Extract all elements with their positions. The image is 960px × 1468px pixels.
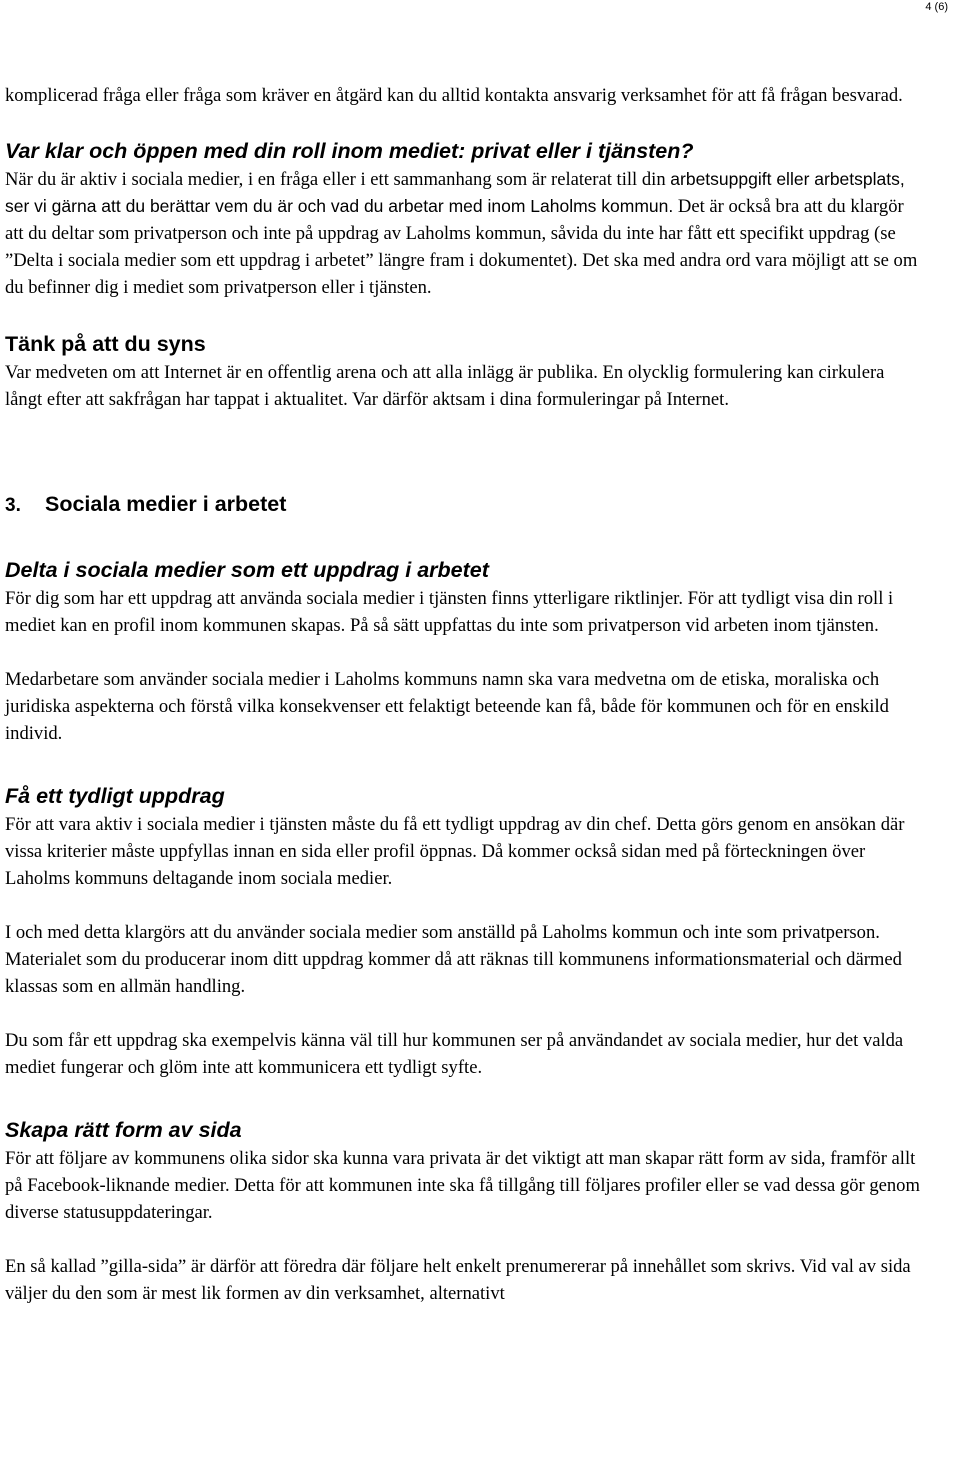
document-body xyxy=(5,82,925,1307)
paragraph-intro: komplicerad fråga eller fråga som kräver en åtgärd kan du alltid kontakta ansvarig verksamhet för att få frågan besvarad. xyxy=(5,85,903,106)
heading-skapa: Skapa rätt form av sida xyxy=(5,1118,242,1142)
paragraph-var-klar-part-c: Det är också bra att du klargör att du deltar som privatperson och inte på uppdrag av Laholms kommun, såvida du inte har fått ett specifikt uppdrag (se ”Delta i sociala medier som ett uppdrag i arbetet” längre fram i dokumentet). Det ska med andra ord vara möjligt att se om du befinner dig i mediet som privatperson eller i tjänsten. xyxy=(5,196,918,298)
spacer xyxy=(5,109,925,136)
paragraph-delta-2: Medarbetare som använder sociala medier i Laholms kommuns namn ska vara medvetna om de etiska, moraliska och juridiska aspekterna och förstå vilka konsekvenser ett felaktigt beteende kan få, både för kommunen och för en enskild individ. xyxy=(5,669,889,744)
section-title: Sociala medier i arbetet xyxy=(45,492,287,516)
paragraph-var-klar-part-b: arbetsuppgift eller arbetsplats, ser vi gärna att du berättar vem du är och vad du arbetar med inom Laholms kommun. xyxy=(5,169,905,216)
paragraph-skapa-2: En så kallad ”gilla-sida” är därför att föredra där följare helt enkelt prenumererar på innehållet som skrivs. Vid val av sida väljer du den som är mest lik formen av din verksamhet, alternativt xyxy=(5,1256,911,1304)
paragraph-var-klar xyxy=(5,166,925,301)
paragraph-fa-3: Du som får ett uppdrag ska exempelvis känna väl till hur kommunen ser på användandet av sociala medier, hur det valda mediet fungerar och glöm inte att kommunicera ett tydligt syfte. xyxy=(5,1030,904,1078)
spacer xyxy=(5,1000,925,1027)
spacer xyxy=(5,1081,925,1115)
paragraph-var-klar-part-a: När du är aktiv i sociala medier, i en fråga eller i ett sammanhang som är relaterat till din xyxy=(5,169,671,190)
section-heading xyxy=(5,489,925,521)
heading-fa: Få ett tydligt uppdrag xyxy=(5,784,225,808)
section-number: 3. xyxy=(5,495,21,516)
paragraph-tank: Var medveten om att Internet är en offentlig arena och att alla inlägg är publika. En olycklig formulering kan cirkulera långt efter att sakfrågan har tappat i aktualitet. Var därför aktsam i dina formuleringar på Internet. xyxy=(5,362,885,410)
heading-tank: Tänk på att du syns xyxy=(5,332,206,356)
spacer xyxy=(5,747,925,781)
spacer xyxy=(5,1226,925,1253)
spacer xyxy=(5,413,925,489)
heading-var-klar: Var klar och öppen med din roll inom mediet: privat eller i tjänsten? xyxy=(5,139,694,163)
paragraph-fa-1: För att vara aktiv i sociala medier i tjänsten måste du få ett tydligt uppdrag av din chef. Detta görs genom en ansökan där vissa kriterier måste uppfyllas innan en sida eller profil öppnas. Då kommer också sidan med på förteckningen över Laholms kommuns deltagande inom sociala medier. xyxy=(5,814,905,889)
paragraph-delta-1: För dig som har ett uppdrag att använda sociala medier i tjänsten finns ytterligare riktlinjer. För att tydligt visa din roll i mediet kan en profil inom kommunen skapas. På så sätt uppfattas du inte som privatperson vid arbeten inom tjänsten. xyxy=(5,588,894,636)
paragraph-fa-2: I och med detta klargörs att du använder sociala medier som anställd på Laholms kommun och inte som privatperson. Materialet som du producerar inom ditt uppdrag kommer då att räknas till kommunens informationsmaterial och därmed klassas som en allmän handling. xyxy=(5,922,902,997)
spacer xyxy=(5,639,925,666)
spacer xyxy=(5,521,925,555)
spacer xyxy=(5,892,925,919)
heading-delta: Delta i sociala medier som ett uppdrag i arbetet xyxy=(5,558,489,582)
spacer xyxy=(5,301,925,329)
paragraph-skapa-1: För att följare av kommunens olika sidor ska kunna vara privata är det viktigt att man skapar rätt form av sida, framför allt på Facebook-liknande medier. Detta för att kommunen inte ska få tillgång till följares profiler eller se vad dessa gör genom diverse statusuppdateringar. xyxy=(5,1148,920,1223)
page-number: 4 (6) xyxy=(925,1,948,13)
